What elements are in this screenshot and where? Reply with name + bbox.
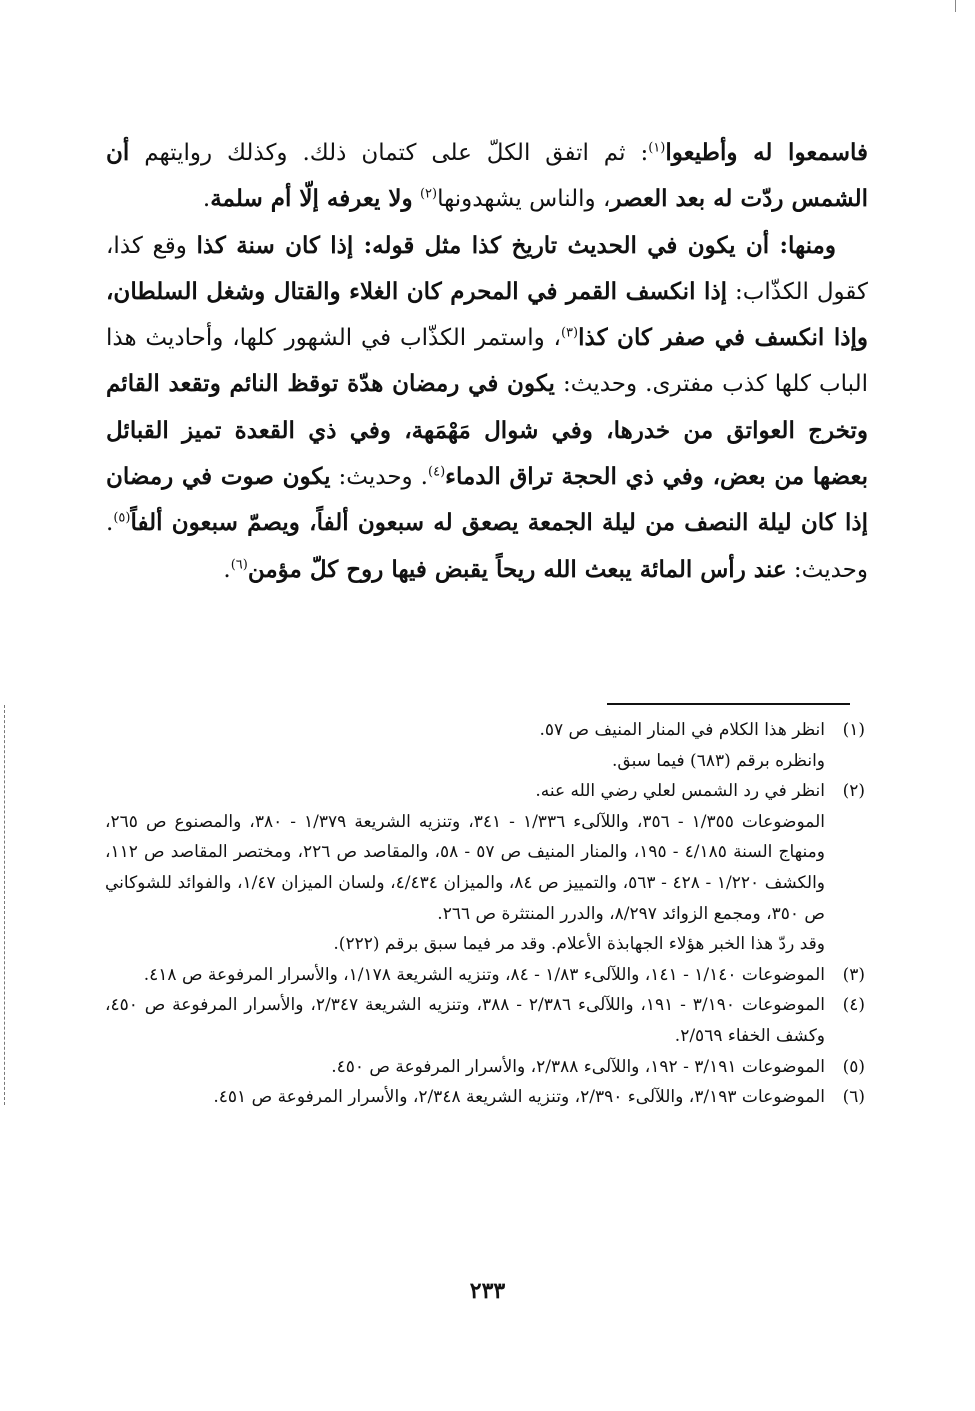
footnote-line: انظر في رد الشمس لعلي رضي الله عنه. [535,781,825,802]
crop-mark [955,0,956,12]
footnote-line: الموضوعات ١/١٤٠ - ١٤١، واللآلىء ١/٨٣ - ٨٤، وتنزيه الشريعة ١/١٧٨، والأسرار المرفوعة ص ٤١٨. [143,964,825,985]
page-number: ٢٣٣ [469,1278,506,1304]
footnote-number: (٣) [842,964,865,985]
footnote-line: وقد ردّ هذا الخبر هؤلاء الجهابذة الأعلام. وقد مر فيما سبق برقم (٢٢٢). [333,934,825,955]
footnote-line: الموضوعات ٣/١٩٣، واللآلىء ٢/٣٩٠، وتنزيه الشريعة ٢/٣٤٨، والأسرار المرفوعة ص ٤٥١. [213,1087,825,1108]
footnote-ref-1[interactable]: (١) [648,140,666,156]
footnote-line: انظر هذا الكلام في المنار المنيف ص ٥٧. [539,720,825,740]
footnote-number: (٤) [842,995,865,1016]
footnote-ref-4[interactable]: (٤) [428,464,446,480]
footnote-ref-5[interactable]: (٥) [113,510,131,526]
footnote-2 [105,776,865,960]
footnote-1 [105,715,865,776]
footnotes [105,715,865,1113]
footnote-number: (٥) [842,1056,865,1077]
paragraph-2: ومنها: أن يكون في الحديث تاريخ كذا مثل قوله: إذا كان سنة كذا وقع كذا، كقول الكذّاب: إذا انكسف القمر في المحرم كان الغلاء والقتال وشغل السلطان، وإذا انكسف في صفر كان كذا$^{(٣)}$، واستمر الكذّاب في الشهور كلها، وأحاديث هذا الباب كلها كذب مفترى. وحديث: يكون في رمضان هدّة توقظ النائم وتقعد القائم وتخرج العواتق من خدرها، وفي شوال مَهْمَهة، وفي ذي القعدة تميز القبائل بعضها من بعض، وفي ذي الحجة تراق الدماء$^{(٤)}$. وحديث: يكون صوت في رمضان إذا كان ليلة النصف من ليلة الجمعة يصعق له سبعون ألفاً، ويصمّ سبعون ألفاً$^{(٥)}$. وحديث: عند رأس المائة يبعث الله ريحاً يقبض فيها روح كلّ مؤمن$^{(٦)}$. [106,231,869,583]
footnote-6 [105,1082,865,1113]
paragraph-1: فاسمعوا له وأطيعوا$^{(١)}$: ثم اتفق الكلّ على كتمان ذلك. وكذلك روايتهم أن الشمس ردّت له بعد العصر، والناس يشهدونها$^{(٢)}$ ولا يعرفه إلّا أم سلمة. [106,139,868,213]
footnote-ref-2[interactable]: (٢) [419,186,438,202]
footnote-line: الموضوعات ١/٣٥٥ - ٣٥٦، واللآلىء ١/٣٣٦ - ٣٤١، وتنزيه الشريعة ١/٣٧٩ - ٣٨٠، والمصنوع ص ٢٦٥، ومنهاج السنة ٤/١٨٥ - ١٩٥، والمنار المنيف ص ٥٧ - ٥٨، والمقاصد ص ٢٢٦، ومختصر المقاصد ص ١١٢، والكشف ١/٢٢٠ - ٤٢٨ - ٥٦٣، والتمييز ص ٨٤، والميزان ٤/٤٣٤، ولسان الميزان ١/٤٧، والفوائد للشوكاني ص ٣٥٠، ومجمع الزوائد ٨/٢٩٧، والدرر المنتثرة ص ٢٦٦. [105,811,825,924]
footnote-number: (٦) [842,1087,865,1108]
main-text [106,130,868,593]
footnote-divider [607,703,850,705]
footnote-5 [105,1052,865,1083]
footnote-line: وانظره برقم (٦٨٣) فيما سبق. [612,750,825,771]
footnote-3 [105,960,865,991]
scan-edge-mark [4,705,5,1105]
footnote-number: (١) [842,720,865,740]
footnote-line: الموضوعات ٣/١٩٠ - ١٩١، واللآلىء ٢/٣٨٦ - ٣٨٨، وتنزيه الشريعة ٢/٣٤٧، والأسرار المرفوعة ص ٤٥٠، وكشف الخفاء ٢/٥٦٩. [105,995,825,1046]
footnote-ref-6[interactable]: (٦) [230,557,248,573]
footnote-line: الموضوعات ٣/١٩١ - ١٩٢، واللآلىء ٢/٣٨٨، والأسرار المرفوعة ص ٤٥٠. [331,1056,825,1077]
footnote-ref-3[interactable]: (٣) [560,325,579,341]
footnote-number: (٢) [842,781,865,802]
footnote-4 [105,990,865,1051]
